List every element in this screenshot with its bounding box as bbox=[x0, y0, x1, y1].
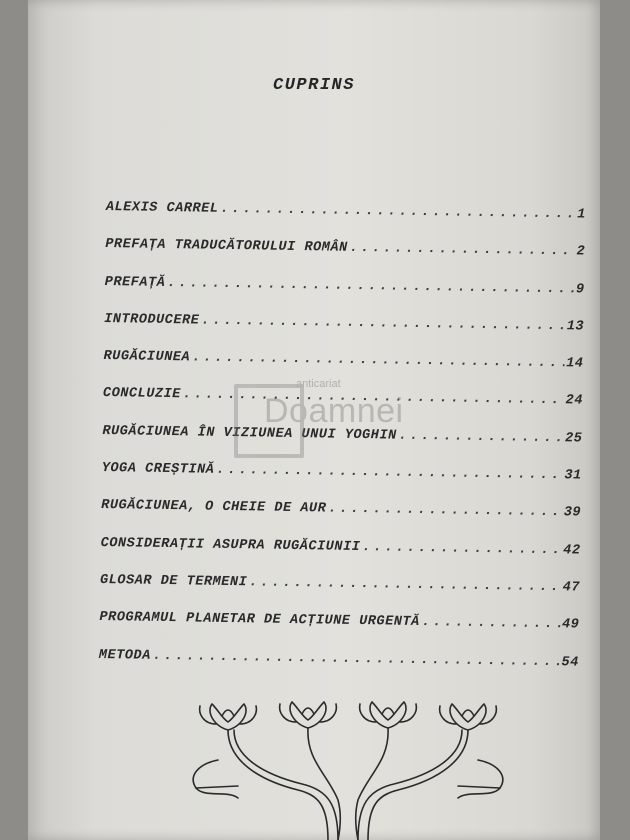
dot-leader bbox=[362, 540, 561, 558]
toc-entry-label: INTRODUCERE bbox=[104, 311, 200, 329]
book-page bbox=[28, 0, 600, 840]
toc-entry-label: PROGRAMUL PLANETAR DE ACȚIUNE URGENTĂ bbox=[99, 610, 420, 631]
toc-entry-label: PREFAȚĂ bbox=[104, 274, 166, 291]
toc-entry-page: 13 bbox=[566, 319, 585, 335]
toc-entry-page: 54 bbox=[561, 654, 579, 671]
watermark-small-text: anticariat bbox=[296, 378, 341, 390]
toc-entry-page: 2 bbox=[576, 244, 586, 260]
toc-entry-label: GLOSAR DE TERMENI bbox=[99, 572, 248, 591]
toc-entry-label: CONSIDERAȚII ASUPRA RUGĂCIUNII bbox=[100, 535, 361, 555]
page-title: CUPRINS bbox=[273, 76, 355, 95]
toc-entry-label: RUGĂCIUNEA ÎN VIZIUNEA UNUI YOGHIN bbox=[102, 423, 397, 444]
toc-entry-page: 47 bbox=[562, 580, 581, 596]
watermark-big-text: Doamnei bbox=[264, 392, 404, 430]
dot-leader bbox=[220, 202, 575, 223]
watermark-logo bbox=[234, 378, 424, 458]
toc-entry-label: RUGĂCIUNEA, O CHEIE DE AUR bbox=[101, 498, 327, 517]
toc-entry-page: 9 bbox=[575, 281, 585, 298]
toc-entry-page: 1 bbox=[577, 207, 586, 223]
toc-entry-page: 49 bbox=[561, 617, 580, 633]
toc-entry-label: METODA bbox=[98, 647, 151, 664]
toc-entry-page: 39 bbox=[563, 505, 582, 521]
toc-entry bbox=[98, 648, 579, 693]
toc-entry-label: CONCLUZIE bbox=[102, 386, 181, 403]
toc-entry-page: 31 bbox=[564, 468, 582, 484]
toc-entry-page: 14 bbox=[566, 356, 584, 372]
toc-entry-page: 42 bbox=[563, 542, 581, 559]
toc-entry-label: RUGĂCIUNEA bbox=[103, 349, 191, 366]
toc-entry-label: YOGA CREȘTINĂ bbox=[101, 461, 215, 478]
toc-entry-page: 24 bbox=[565, 393, 584, 409]
floral-ornament-icon bbox=[178, 690, 518, 840]
toc-entry-label: PREFAȚA TRADUCĂTORULUI ROMÂN bbox=[105, 237, 348, 257]
dot-leader bbox=[350, 241, 575, 260]
toc-entry-label: ALEXIS CARREL bbox=[105, 200, 219, 217]
dot-leader bbox=[422, 615, 561, 632]
dot-leader bbox=[328, 502, 562, 521]
toc-entry-page: 25 bbox=[564, 431, 583, 447]
